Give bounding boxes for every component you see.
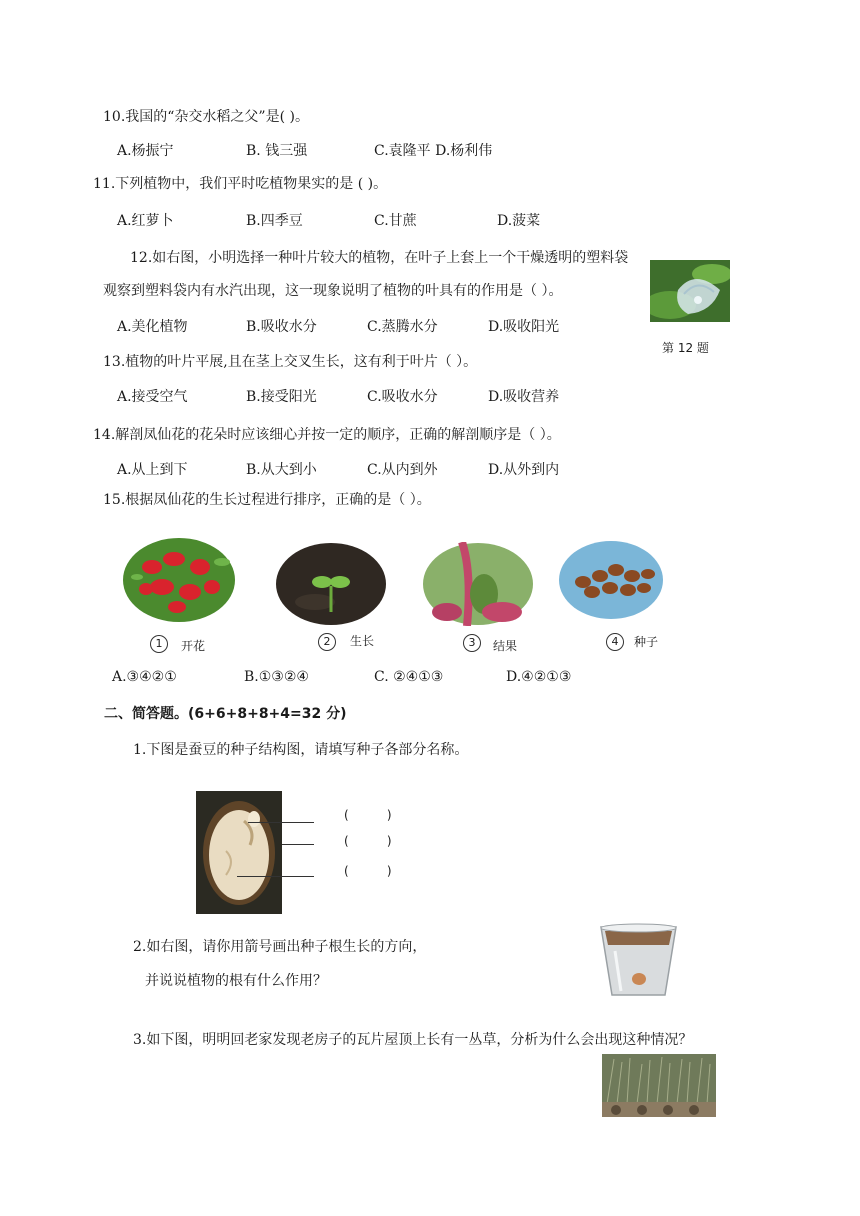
q14-option-c: C.从内到外 bbox=[367, 462, 438, 478]
q15-num-4: 4 bbox=[606, 633, 624, 651]
q12-stem-line2: 观察到塑料袋内有水汽出现，这一现象说明了植物的叶具有的作用是（ ）。 bbox=[103, 283, 563, 299]
q14-option-d: D.从外到内 bbox=[488, 462, 560, 478]
q10-option-b: B. 钱三强 bbox=[246, 143, 308, 159]
q15-seeds-image bbox=[558, 540, 664, 620]
s1-pointer-line-1 bbox=[248, 822, 314, 823]
s2-cup-image bbox=[597, 921, 680, 999]
q15-option-c: C. ②④①③ bbox=[374, 669, 444, 685]
q12-option-c: C.蒸腾水分 bbox=[367, 319, 438, 335]
q15-fruit-image bbox=[422, 542, 534, 626]
q12-option-a: A.美化植物 bbox=[117, 319, 188, 335]
q15-sprout-image bbox=[275, 542, 387, 626]
q13-option-a: A.接受空气 bbox=[117, 389, 188, 405]
s1-blank-2[interactable]: ( ) bbox=[344, 834, 392, 848]
s3-roof-grass-image bbox=[602, 1054, 716, 1117]
q14-stem: 14.解剖凤仙花的花朵时应该细心并按一定的顺序，正确的解剖顺序是（ ）。 bbox=[93, 427, 561, 443]
q11-option-d: D.菠菜 bbox=[497, 213, 541, 229]
q12-option-b: B.吸收水分 bbox=[246, 319, 317, 335]
s1-pointer-line-2 bbox=[282, 844, 314, 845]
s1-stem: 1.下图是蚕豆的种子结构图，请填写种子各部分名称。 bbox=[133, 742, 469, 758]
q15-option-b: B.①③②④ bbox=[244, 669, 309, 685]
q11-option-b: B.四季豆 bbox=[246, 213, 303, 229]
q15-label-3: 结果 bbox=[493, 639, 518, 653]
q15-label-4: 种子 bbox=[634, 635, 659, 649]
q10-option-c-d: C.袁隆平 D.杨利伟 bbox=[374, 143, 493, 159]
q15-num-3: 3 bbox=[463, 634, 481, 652]
q15-flower-image bbox=[122, 537, 237, 623]
q15-option-d: D.④②①③ bbox=[506, 669, 572, 685]
q10-option-a: A.杨振宁 bbox=[117, 143, 174, 159]
s3-stem: 3.如下图，明明回老家发现老房子的瓦片屋顶上长有一丛草，分析为什么会出现这种情况？ bbox=[133, 1032, 693, 1048]
s2-line-2: 并说说植物的根有什么作用？ bbox=[145, 973, 327, 989]
q10-stem: 10.我国的“杂交水稻之父”是( )。 bbox=[103, 109, 309, 125]
q12-leaf-bag-image bbox=[650, 260, 730, 322]
q15-num-2: 2 bbox=[318, 633, 336, 651]
q12-option-d: D.吸收阳光 bbox=[488, 319, 560, 335]
q15-stem: 15.根据凤仙花的生长过程进行排序，正确的是（ ）。 bbox=[103, 492, 431, 508]
q11-option-a: A.红萝卜 bbox=[117, 213, 174, 229]
q13-option-d: D.吸收营养 bbox=[488, 389, 560, 405]
q15-option-a: A.③④②① bbox=[112, 669, 177, 685]
q13-option-b: B.接受阳光 bbox=[246, 389, 317, 405]
q14-option-b: B.从大到小 bbox=[246, 462, 317, 478]
q14-option-a: A.从上到下 bbox=[117, 462, 188, 478]
s1-blank-1[interactable]: ( ) bbox=[344, 808, 392, 822]
s2-line-1: 2.如右图，请你用箭号画出种子根生长的方向， bbox=[133, 939, 427, 955]
q13-stem: 13.植物的叶片平展,且在茎上交叉生长，这有利于叶片（ ）。 bbox=[103, 354, 478, 370]
s1-seed-structure-image bbox=[196, 791, 282, 914]
q13-option-c: C.吸收水分 bbox=[367, 389, 438, 405]
q15-num-1: 1 bbox=[150, 635, 168, 653]
s1-pointer-line-3 bbox=[237, 876, 314, 877]
q12-figure-caption: 第 12 题 bbox=[662, 341, 709, 355]
q11-stem: 11.下列植物中，我们平时吃植物果实的是 ( )。 bbox=[93, 176, 388, 192]
s1-blank-3[interactable]: ( ) bbox=[344, 864, 392, 878]
q12-stem-line1: 12.如右图，小明选择一种叶片较大的植物，在叶子上套上一个干燥透明的塑料袋 bbox=[130, 250, 629, 266]
q11-option-c: C.甘蔗 bbox=[374, 213, 417, 229]
q15-label-1: 开花 bbox=[181, 639, 206, 653]
q15-label-2: 生长 bbox=[350, 634, 375, 648]
section-2-heading: 二、简答题。(6+6+8+8+4=32 分) bbox=[104, 706, 347, 722]
